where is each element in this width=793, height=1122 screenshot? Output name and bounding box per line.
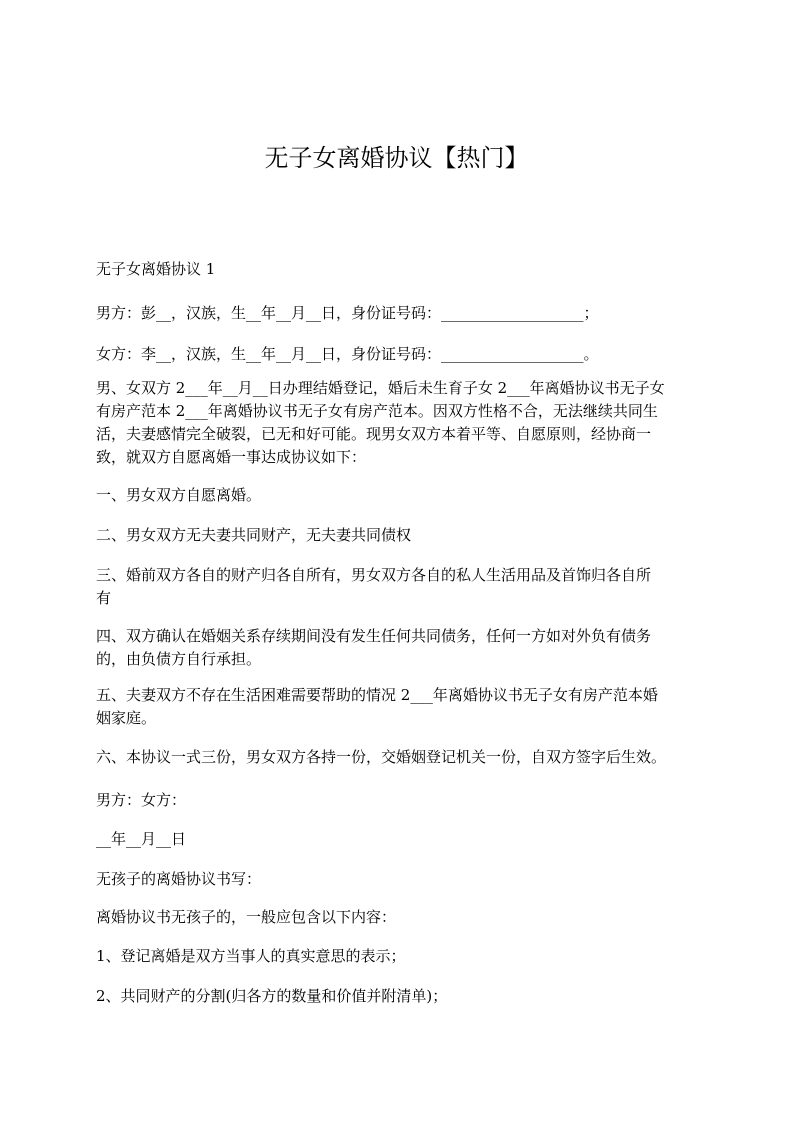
intro-paragraph (96, 377, 698, 469)
male-party-line: 男方：彭__，汉族，生__年__月__日，身份证号码：___________________； (96, 304, 599, 322)
intro-line: 致，就双方自愿离婚一事达成协议如下： (96, 448, 367, 466)
clause-4 (96, 625, 698, 671)
clause-1: 一、男女双方自愿离婚。 (96, 486, 262, 504)
clause-3 (96, 564, 698, 610)
intro-line: 有房产范本 2___年离婚协议书无子女有房产范本。因双方性格不合，无法继续共同生 (96, 402, 658, 420)
content-intro: 离婚协议书无孩子的，一般应包含以下内容： (96, 908, 397, 926)
clause-3-line: 三、婚前双方各自的财产归各自所有，男女双方各自的私人生活用品及首饰归各自所 (96, 566, 652, 584)
subheading: 无孩子的离婚协议书写： (96, 870, 262, 888)
date-line: __年__月__日 (96, 830, 187, 848)
clause-5-line: 姻家庭。 (96, 709, 157, 727)
intro-line: 男、女双方 2___年__月__日办理结婚登记，婚后未生育子女 2___年离婚协议书无子女 (96, 379, 665, 397)
section-heading: 无子女离婚协议 1 (96, 260, 216, 278)
clause-5 (96, 684, 698, 730)
list-item-1: 1、登记离婚是双方当事人的真实意思的表示； (96, 947, 406, 965)
clause-5-line: 五、夫妻双方不存在生活困难需要帮助的情况 2___年离婚协议书无子女有房产范本婚 (96, 686, 658, 704)
clause-6: 六、本协议一式三份，男女双方各持一份，交婚姻登记机关一份，自双方签字后生效。 (96, 748, 667, 766)
clause-3-line: 有 (96, 589, 112, 607)
list-item-2: 2、共同财产的分割(归各方的数量和价值并附清单)； (96, 987, 448, 1005)
signature-line: 男方：女方： (96, 791, 187, 809)
intro-line: 活，夫妻感情完全破裂，已无和好可能。现男女双方本着平等、自愿原则，经协商一 (96, 425, 652, 443)
clause-2: 二、男女双方无夫妻共同财产，无夫妻共同债权 (96, 526, 412, 544)
clause-4-line: 四、双方确认在婚姻关系存续期间没有发生任何共同债务，任何一方如对外负有债务 (96, 627, 652, 645)
document-title: 无子女离婚协议【热门】 (264, 144, 529, 172)
clause-4-line: 的，由负债方自行承担。 (96, 650, 262, 668)
female-party-line: 女方：李__，汉族，生__年__月__日，身份证号码：___________________。 (96, 345, 599, 363)
